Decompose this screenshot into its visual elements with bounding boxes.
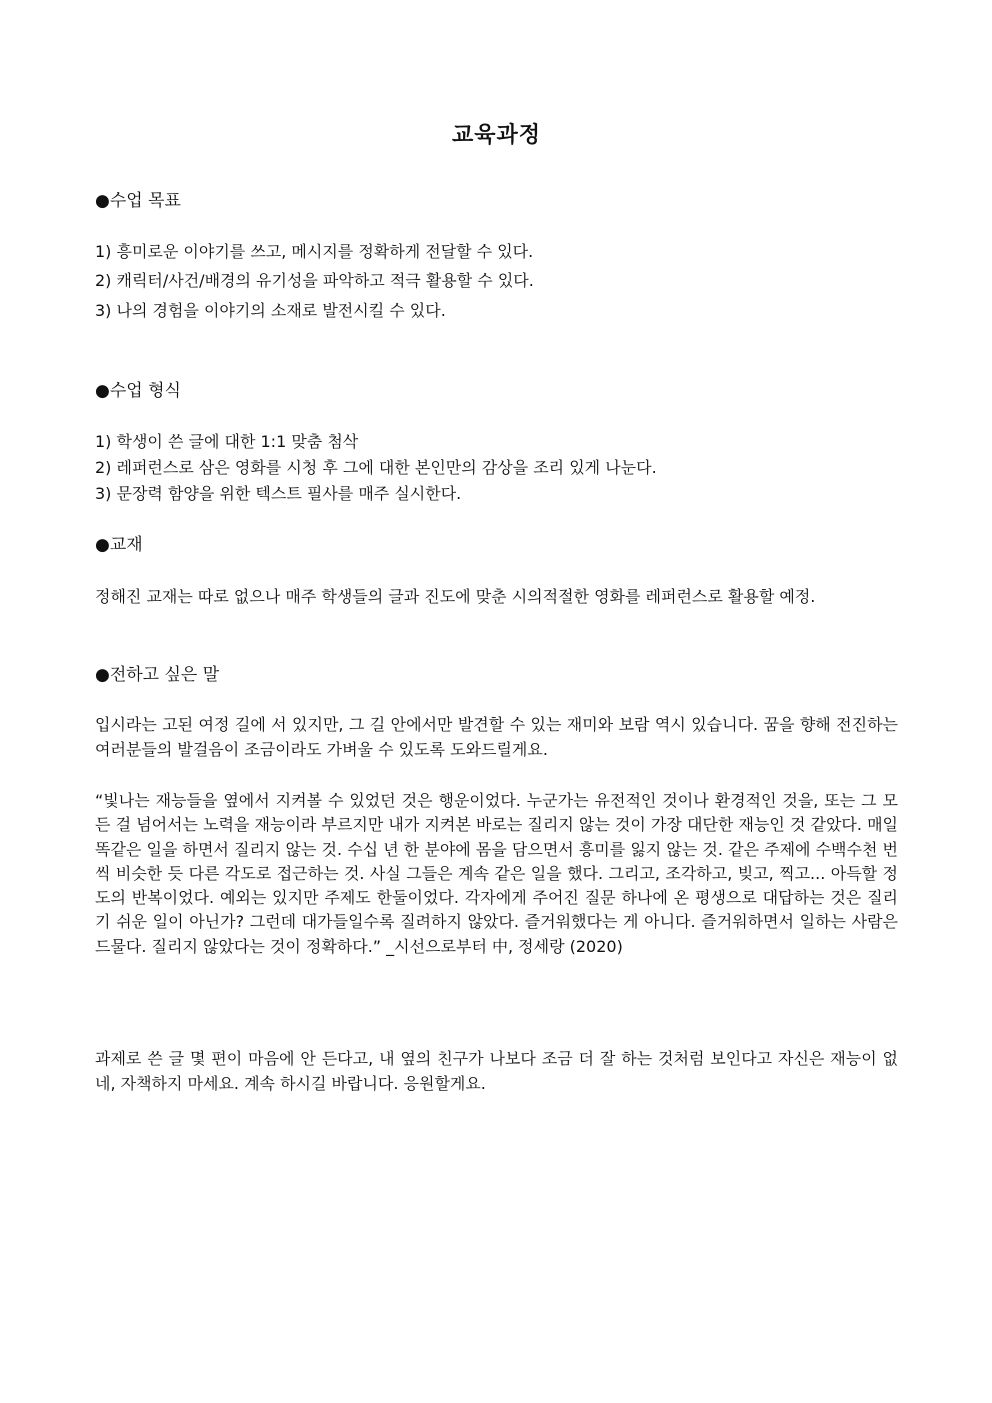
goal-item-3: 3) 나의 경험을 이야기의 소재로 발전시킬 수 있다. bbox=[95, 301, 446, 320]
format-item-1: 1) 학생이 쓴 글에 대한 1:1 맞춤 첨삭 bbox=[95, 432, 359, 451]
section-heading-message: ●전하고 싶은 말 bbox=[95, 665, 220, 685]
goal-item-2: 2) 캐릭터/사건/배경의 유기성을 파악하고 적극 활용할 수 있다. bbox=[95, 271, 534, 290]
quote-paragraph: “빛나는 재능들을 옆에서 지켜볼 수 있었던 것은 행운이었다. 누군가는 유전적인 것이나 환경적인 것을, 또는 그 모든 걸 넘어서는 노력을 재능이라 부르지만 내가 지켜본 바로는 질리지 않는 것이 가장 대단한 재능인 것 같았다. 매일 똑같은 일을 하면서 질리지 않는 것. 수십 년 한 분야에 몸을 담으면서 흥미를 잃지 않는 것. 같은 주제에 수백수천 번씩 비슷한 듯 다른 각도로 접근하는 것. 사실 그들은 계속 같은 일을 했다. 그리고, 조각하고, 빚고, 찍고... 아득할 정도의 반복이었다. 예외는 있지만 주제도 한둘이었다. 각자에게 주어진 질문 하나에 온 평생으로 대답하는 것은 질리기 쉬운 일이 아닌가? 그런데 대가들일수록 질려하지 않았다. 즐거워했다는 게 아니다. 즐거워하면서 일하는 사람은 드물다. 질리지 않았다는 것이 정확하다.” _시선으로부터 中, 정세랑 (2020) bbox=[95, 791, 898, 956]
section-heading-format: ●수업 형식 bbox=[95, 381, 181, 401]
page-title: 교육과정 bbox=[451, 123, 541, 148]
format-item-2: 2) 레퍼런스로 삼은 영화를 시청 후 그에 대한 본인만의 감상을 조리 있게 나눈다. bbox=[95, 458, 657, 477]
message-paragraph-1: 입시라는 고된 여정 길에 서 있지만, 그 길 안에서만 발견할 수 있는 재미와 보람 역시 있습니다. 꿈을 향해 전진하는 여러분들의 발걸음이 조금이라도 가벼울 수 있도록 도와드릴게요. bbox=[95, 715, 898, 759]
textbook-paragraph: 정해진 교재는 따로 없으나 매주 학생들의 글과 진도에 맞춘 시의적절한 영화를 레퍼런스로 활용할 예정. bbox=[95, 587, 816, 606]
section-heading-textbook: ●교재 bbox=[95, 535, 143, 555]
message-paragraph-2: 과제로 쓴 글 몇 편이 마음에 안 든다고, 내 옆의 친구가 나보다 조금 더 잘 하는 것처럼 보인다고 자신은 재능이 없네, 자책하지 마세요. 계속 하시길 바랍니다. 응원할게요. bbox=[95, 1049, 898, 1093]
section-heading-goals: ●수업 목표 bbox=[95, 191, 181, 211]
format-item-3: 3) 문장력 함양을 위한 텍스트 필사를 매주 실시한다. bbox=[95, 484, 462, 503]
goal-item-1: 1) 흥미로운 이야기를 쓰고, 메시지를 정확하게 전달할 수 있다. bbox=[95, 242, 534, 261]
